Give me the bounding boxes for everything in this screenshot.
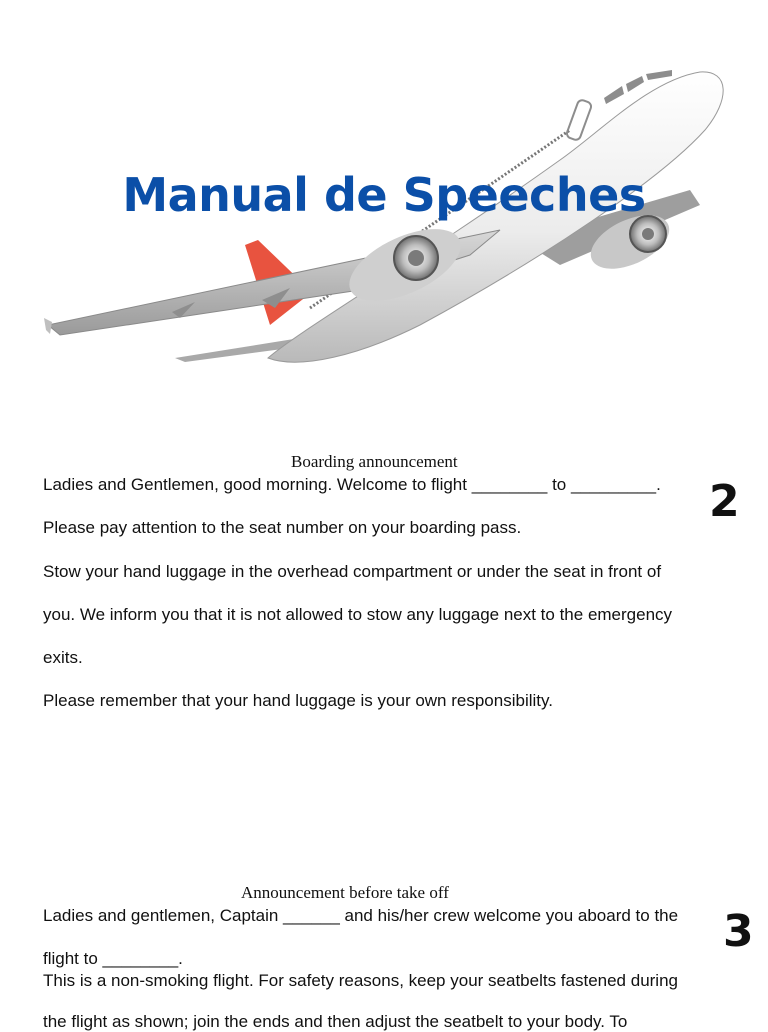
document-title: Manual de Speeches (122, 168, 646, 222)
winglet (44, 318, 52, 334)
text-line: the flight as shown; join the ends and then adjust the seatbelt to your body. To (43, 1012, 628, 1031)
text-line: Please pay attention to the seat number on your boarding pass. (43, 518, 522, 537)
text-line: you. We inform you that it is not allowed to stow any luggage next to the emergency (43, 605, 673, 624)
cockpit-window (626, 76, 644, 92)
door (566, 99, 593, 141)
cockpit-window (646, 70, 672, 80)
text-line: exits. (43, 648, 83, 667)
text-line: flight to ________. (43, 949, 183, 968)
section-heading-boarding: Boarding announcement (291, 452, 458, 471)
text-line: Please remember that your hand luggage is your own responsibility. (43, 691, 553, 710)
text-line: Ladies and gentlemen, Captain ______ and his/her crew welcome you aboard to the (43, 906, 679, 925)
text-line: Stow your hand luggage in the overhead compartment or under the seat in front of (43, 562, 662, 581)
page-number: 3 (723, 906, 754, 957)
cockpit-window (604, 86, 624, 104)
section-heading-takeoff: Announcement before take off (241, 883, 449, 902)
text-line: Ladies and Gentlemen, good morning. Welcome to flight ________ to _________. (43, 475, 661, 494)
text-line: This is a non-smoking flight. For safety reasons, keep your seatbelts fastened during (43, 971, 678, 990)
page-number: 2 (709, 476, 740, 527)
